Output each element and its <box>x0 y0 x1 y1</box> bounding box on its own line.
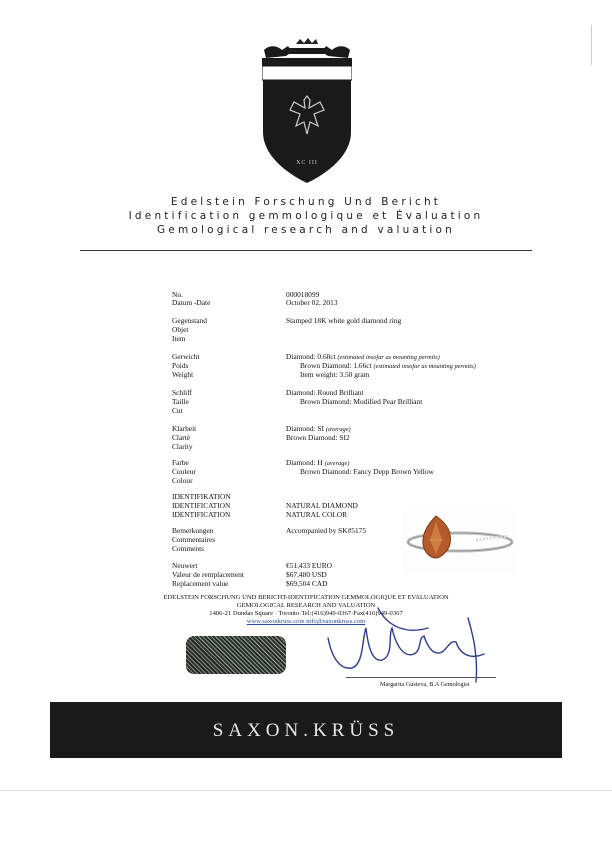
scan-mark <box>591 25 592 65</box>
weight-value-brown: Brown Diamond: 1.66ct (estimated insofar as mounting permits) <box>300 361 476 370</box>
header-line-german: Edelstein Forschung Und Bericht <box>170 196 442 208</box>
remarks-label-fr: Commentaires <box>172 535 216 544</box>
bottom-divider <box>0 790 612 791</box>
weight-value-item: Item weight: 3.50 gram <box>300 370 370 379</box>
colour-label-de: Farbe <box>172 458 189 467</box>
ident-value-color: NATURAL COLOR <box>286 510 348 519</box>
item-label-de: Gegenstand <box>172 316 207 325</box>
weight-label-de: Gerwicht <box>172 352 200 361</box>
clarity-value-brown: Brown Diamond: SI2 <box>286 433 350 442</box>
value-label-en: Replacement value <box>172 579 229 588</box>
signature-line <box>346 677 496 678</box>
colour-value-diamond: Diamond: H (average) <box>286 458 350 467</box>
hologram-seal <box>186 636 286 674</box>
brand-name: SAXON.KRÜSS <box>212 720 400 741</box>
ident-label-fr: IDENTIFICATION <box>172 501 231 510</box>
signature-name: Margarita Gusieva, B.A Gemologist <box>380 681 470 688</box>
cut-label-fr: Taille <box>172 397 189 406</box>
clarity-label-en: Clarity <box>172 442 193 451</box>
date-label: Datum -Date <box>172 298 211 307</box>
value-usd: $67,480 USD <box>286 570 327 579</box>
item-label-en: Item <box>172 334 186 343</box>
footer-line-2: GEMOLOGICAL RESEARCH AND VALUATION <box>236 602 376 609</box>
value-label-de: Neuwert <box>172 561 198 570</box>
crown-icon <box>296 38 318 44</box>
clarity-value-diamond: Diamond: SI (average) <box>286 424 351 433</box>
value-euro: €51,433 EURO <box>286 561 332 570</box>
ident-label-de: IDENTIFIKATION <box>172 492 231 501</box>
weight-label-en: Weight <box>172 370 194 379</box>
remarks-label-en: Comments <box>172 544 205 553</box>
signature-icon <box>318 598 518 688</box>
colour-label-fr: Couleur <box>172 467 196 476</box>
colour-value-brown: Brown Diamond: Fancy Depp Brown Yellow <box>300 467 434 476</box>
footer-address: 1406-21 Dundas Square · Toronto·Tel:(416)949-0367·Fax(416)949-0367 <box>209 610 403 617</box>
cut-label-en: Cut <box>172 406 183 415</box>
remarks-value: Accompanied by SK#5175 <box>286 526 367 535</box>
colour-label-en: Colour <box>172 476 193 485</box>
clarity-label-fr: Clarté <box>172 433 191 442</box>
cut-value-diamond: Diamond: Round Brilliant <box>286 388 364 397</box>
svg-text:XC III: XC III <box>296 160 318 166</box>
date-value: October 02, 2013 <box>286 298 338 307</box>
ring-photo <box>402 510 514 574</box>
weight-value-diamond: Diamond: 0.68ct (estimated insofar as mounting permits) <box>286 352 440 361</box>
cut-value-brown: Brown Diamond: Modified Pear Brilliant <box>300 397 423 406</box>
ident-value-diamond: NATURAL DIAMOND <box>286 501 358 510</box>
header-line-french: Identification gemmologique et Évaluation <box>128 210 484 222</box>
clarity-label-de: Klarheit <box>172 424 197 433</box>
footer-links[interactable]: www.saxonkruss.com info@saxonkruss.com <box>246 618 366 625</box>
header-rule <box>80 250 532 251</box>
header-line-english: Gemological research and valuation <box>156 224 456 236</box>
cut-label-de: Schliff <box>172 388 192 397</box>
no-value: 000018099 <box>286 290 320 299</box>
no-label: No. <box>172 290 183 299</box>
value-cad: $69,504 CAD <box>286 579 328 588</box>
weight-label-fr: Poids <box>172 361 189 370</box>
value-label-fr: Valeur de remplacement <box>172 570 244 579</box>
remarks-label-de: Bemerkungen <box>172 526 214 535</box>
footer-line-1: EDELSTEIN FORSCHUNG UND BERICHT-IDENTIFICATION GEMMOLOGIQUE ET EVALUATION <box>163 594 449 601</box>
ident-label-en: IDENTIFICATION <box>172 510 231 519</box>
item-label-fr: Objet <box>172 325 189 334</box>
item-value: Stamped 18K white gold diamond ring <box>286 316 402 325</box>
crest-logo <box>262 38 352 184</box>
